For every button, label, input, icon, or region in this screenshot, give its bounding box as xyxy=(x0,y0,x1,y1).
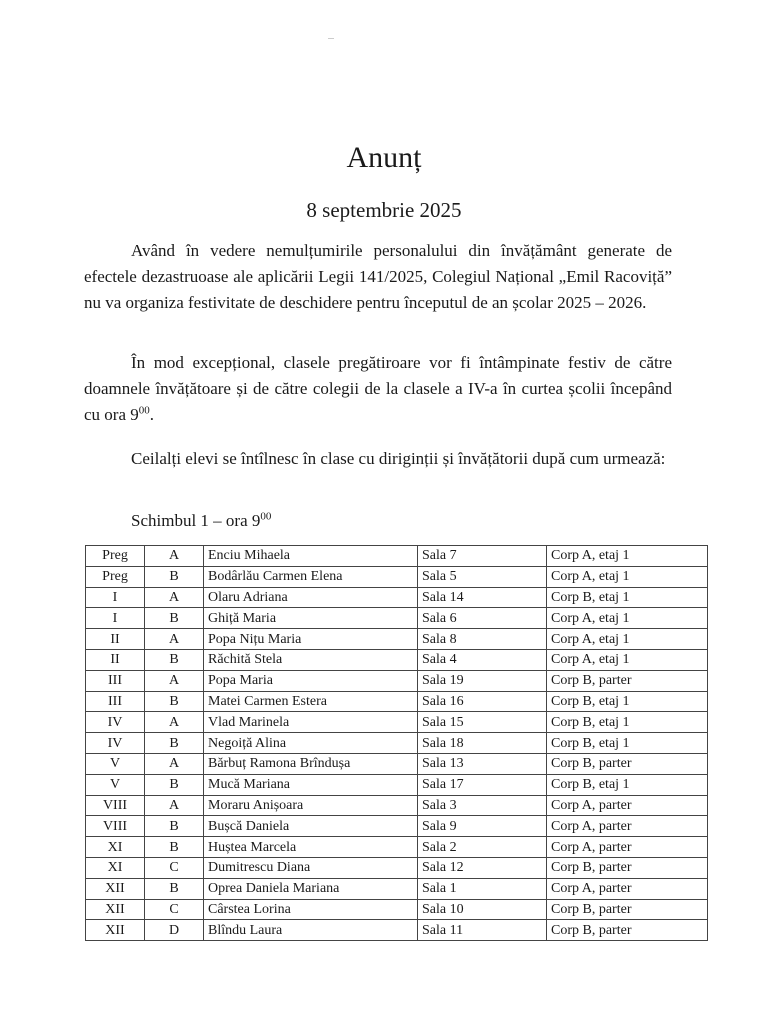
teacher-cell: Răchită Stela xyxy=(204,649,418,670)
table-row xyxy=(86,546,708,567)
teacher-cell: Popa Maria xyxy=(204,670,418,691)
location-cell: Corp B, etaj 1 xyxy=(547,691,708,712)
table-row xyxy=(86,857,708,878)
class-letter-cell: A xyxy=(145,712,204,733)
table-row xyxy=(86,608,708,629)
teacher-cell: Cârstea Lorina xyxy=(204,899,418,920)
table-row xyxy=(86,629,708,650)
teacher-cell: Enciu Mihaela xyxy=(204,546,418,567)
class-letter-cell: B xyxy=(145,816,204,837)
announcement-date: 8 septembrie 2025 xyxy=(306,198,462,222)
table-row xyxy=(86,670,708,691)
room-cell: Sala 18 xyxy=(418,733,547,754)
class-letter-cell: A xyxy=(145,795,204,816)
location-cell: Corp B, etaj 1 xyxy=(547,774,708,795)
location-cell: Corp A, parter xyxy=(547,816,708,837)
room-cell: Sala 5 xyxy=(418,566,547,587)
room-cell: Sala 11 xyxy=(418,920,547,941)
location-cell: Corp A, parter xyxy=(547,837,708,858)
room-cell: Sala 13 xyxy=(418,753,547,774)
table-row xyxy=(86,691,708,712)
announcement-title: Anunț xyxy=(346,141,422,174)
schedule-table xyxy=(85,545,708,941)
paragraph-exception-text: În mod excepțional, clasele pregătiroare vor fi întâmpinate festiv de către doamnele învățătoare și de către colegii de la clasele a IV-a în curtea școlii începând cu ora 9 xyxy=(84,353,672,424)
location-cell: Corp B, parter xyxy=(547,753,708,774)
teacher-cell: Ghiță Maria xyxy=(204,608,418,629)
class-letter-cell: A xyxy=(145,670,204,691)
table-row xyxy=(86,920,708,941)
room-cell: Sala 1 xyxy=(418,878,547,899)
teacher-cell: Negoiță Alina xyxy=(204,733,418,754)
class-grade-cell: II xyxy=(86,649,145,670)
paragraph-intro: Având în vedere nemulțumirile personalului din învățământ generate de efectele dezastruoase ale aplicării Legii 141/2025, Colegiul Național „Emil Racoviță” nu va organiza festivitate de deschidere pentru începutul de an școlar 2025 – 2026. xyxy=(84,241,672,312)
paragraph-others: Ceilalți elevi se întîlnesc în clase cu diriginții și învățătorii după cum urmează: xyxy=(131,449,666,468)
table-row xyxy=(86,587,708,608)
teacher-cell: Dumitrescu Diana xyxy=(204,857,418,878)
class-grade-cell: II xyxy=(86,629,145,650)
class-letter-cell: B xyxy=(145,608,204,629)
table-row xyxy=(86,816,708,837)
class-grade-cell: XI xyxy=(86,837,145,858)
scan-mark xyxy=(328,38,334,39)
table-row xyxy=(86,878,708,899)
class-grade-cell: VIII xyxy=(86,816,145,837)
teacher-cell: Popa Nițu Maria xyxy=(204,629,418,650)
room-cell: Sala 7 xyxy=(418,546,547,567)
location-cell: Corp A, parter xyxy=(547,795,708,816)
location-cell: Corp A, etaj 1 xyxy=(547,629,708,650)
table-row xyxy=(86,837,708,858)
class-grade-cell: Preg xyxy=(86,566,145,587)
table-row xyxy=(86,712,708,733)
location-cell: Corp B, parter xyxy=(547,899,708,920)
room-cell: Sala 10 xyxy=(418,899,547,920)
room-cell: Sala 4 xyxy=(418,649,547,670)
room-cell: Sala 8 xyxy=(418,629,547,650)
table-row xyxy=(86,753,708,774)
location-cell: Corp B, parter xyxy=(547,857,708,878)
room-cell: Sala 16 xyxy=(418,691,547,712)
location-cell: Corp A, etaj 1 xyxy=(547,566,708,587)
room-cell: Sala 3 xyxy=(418,795,547,816)
shift-label: Schimbul 1 – ora 9 xyxy=(131,511,261,530)
teacher-cell: Bodârlău Carmen Elena xyxy=(204,566,418,587)
class-grade-cell: V xyxy=(86,774,145,795)
class-grade-cell: IV xyxy=(86,733,145,754)
teacher-cell: Oprea Daniela Mariana xyxy=(204,878,418,899)
class-grade-cell: I xyxy=(86,608,145,629)
class-grade-cell: Preg xyxy=(86,546,145,567)
teacher-cell: Blîndu Laura xyxy=(204,920,418,941)
table-row xyxy=(86,733,708,754)
location-cell: Corp A, etaj 1 xyxy=(547,649,708,670)
room-cell: Sala 17 xyxy=(418,774,547,795)
room-cell: Sala 15 xyxy=(418,712,547,733)
class-letter-cell: A xyxy=(145,587,204,608)
class-grade-cell: XII xyxy=(86,899,145,920)
time-superscript: 00 xyxy=(138,404,150,417)
teacher-cell: Mucă Mariana xyxy=(204,774,418,795)
table-row xyxy=(86,774,708,795)
location-cell: Corp B, etaj 1 xyxy=(547,712,708,733)
room-cell: Sala 6 xyxy=(418,608,547,629)
class-grade-cell: I xyxy=(86,587,145,608)
class-grade-cell: V xyxy=(86,753,145,774)
room-cell: Sala 9 xyxy=(418,816,547,837)
class-grade-cell: XII xyxy=(86,920,145,941)
paragraph-exception xyxy=(84,350,672,428)
teacher-cell: Moraru Anișoara xyxy=(204,795,418,816)
shift-time-superscript: 00 xyxy=(260,510,272,523)
teacher-cell: Vlad Marinela xyxy=(204,712,418,733)
class-letter-cell: B xyxy=(145,837,204,858)
class-grade-cell: IV xyxy=(86,712,145,733)
class-letter-cell: C xyxy=(145,899,204,920)
room-cell: Sala 12 xyxy=(418,857,547,878)
class-grade-cell: XII xyxy=(86,878,145,899)
paragraph-exception-end: . xyxy=(149,405,155,424)
teacher-cell: Olaru Adriana xyxy=(204,587,418,608)
teacher-cell: Matei Carmen Estera xyxy=(204,691,418,712)
class-letter-cell: B xyxy=(145,733,204,754)
room-cell: Sala 2 xyxy=(418,837,547,858)
class-letter-cell: A xyxy=(145,753,204,774)
class-letter-cell: D xyxy=(145,920,204,941)
teacher-cell: Huștea Marcela xyxy=(204,837,418,858)
location-cell: Corp B, parter xyxy=(547,920,708,941)
class-letter-cell: A xyxy=(145,546,204,567)
table-row xyxy=(86,649,708,670)
class-grade-cell: VIII xyxy=(86,795,145,816)
room-cell: Sala 14 xyxy=(418,587,547,608)
class-letter-cell: B xyxy=(145,649,204,670)
class-letter-cell: A xyxy=(145,629,204,650)
location-cell: Corp A, parter xyxy=(547,878,708,899)
teacher-cell: Bărbuț Ramona Brîndușa xyxy=(204,753,418,774)
room-cell: Sala 19 xyxy=(418,670,547,691)
table-row xyxy=(86,566,708,587)
location-cell: Corp B, etaj 1 xyxy=(547,733,708,754)
table-row xyxy=(86,899,708,920)
location-cell: Corp A, etaj 1 xyxy=(547,546,708,567)
class-grade-cell: XI xyxy=(86,857,145,878)
shift-heading xyxy=(131,508,271,534)
teacher-cell: Bușcă Daniela xyxy=(204,816,418,837)
schedule-body xyxy=(86,546,708,941)
location-cell: Corp A, etaj 1 xyxy=(547,608,708,629)
class-letter-cell: B xyxy=(145,774,204,795)
table-row xyxy=(86,795,708,816)
class-letter-cell: B xyxy=(145,878,204,899)
location-cell: Corp B, parter xyxy=(547,670,708,691)
class-letter-cell: B xyxy=(145,566,204,587)
class-letter-cell: C xyxy=(145,857,204,878)
class-letter-cell: B xyxy=(145,691,204,712)
class-grade-cell: III xyxy=(86,670,145,691)
class-grade-cell: III xyxy=(86,691,145,712)
location-cell: Corp B, etaj 1 xyxy=(547,587,708,608)
